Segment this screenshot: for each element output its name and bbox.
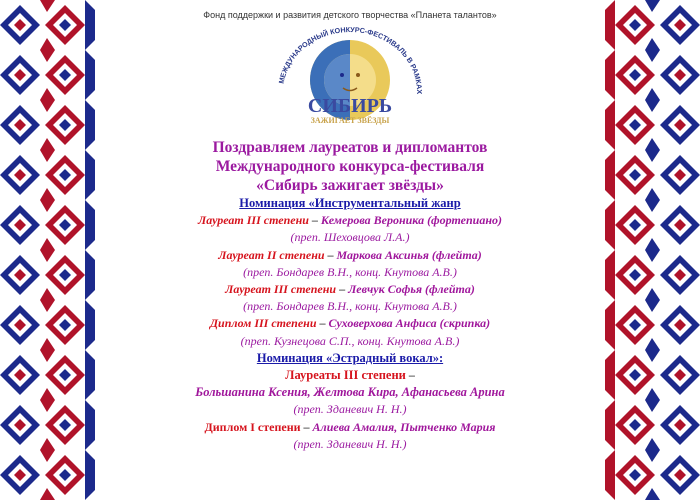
logo-arc-text: МЕЖДУНАРОДНЫЙ КОНКУРС-ФЕСТИВАЛЬ В РАМКАХ: [276, 24, 425, 95]
left-ornament-pattern: [0, 0, 95, 500]
entry-4-teacher: (преп. Кузнецова С.П., конц. Кнутова А.В.): [240, 333, 460, 348]
entry-2: Лауреат II степени – Маркова Аксинья (флейта): [218, 247, 482, 262]
right-ornament-border: [605, 0, 700, 500]
vocal-diploma-award: Диплом I степени: [204, 419, 301, 434]
nomination-instrumental-title: Номинация «Инструментальный жанр: [239, 196, 461, 210]
vocal-diploma-names: Алиева Амалия, Пытченко Мария: [312, 419, 496, 434]
announcement: [110, 138, 590, 453]
logo-subtitle: ЗАЖИГАЕТ ЗВЁЗДЫ: [310, 116, 390, 125]
entry-4: Диплом III степени – Суховерхова Анфиса (скрипка): [209, 316, 491, 331]
entry-3-teacher: (преп. Бондарев В.Н., конц. Кнутова А.В.): [243, 299, 457, 314]
entry-1-teacher: (преп. Шеховцова Л.А.): [290, 230, 410, 245]
logo-title: СИБИРЬ: [307, 95, 393, 117]
entry-1-award: Лауреат III степени: [198, 213, 309, 228]
entry-2-name: Маркова Аксинья (флейта): [336, 247, 482, 262]
heading-line-2: Международного конкурса-фестиваля: [215, 158, 485, 175]
entry-1-name: Кемерова Вероника (фортепиано): [320, 213, 502, 228]
right-ornament-pattern: [605, 0, 700, 500]
vocal-diploma: Диплом I степени – Алиева Амалия, Пытченко Мария: [204, 419, 496, 434]
vocal-laureates-names: Большанина Ксения, Желтова Кира, Афанасьева Арина: [195, 385, 505, 400]
left-ornament-border: [0, 0, 95, 500]
entry-4-name: Суховерхова Анфиса (скрипка): [328, 316, 491, 331]
nomination-vocal-title: Номинация «Эстрадный вокал»:: [256, 350, 444, 365]
entry-2-award: Лауреат II степени: [218, 247, 325, 262]
entry-3-name: Левчук Софья (флейта): [348, 282, 475, 297]
vocal-diploma-teacher: (преп. Зданевич Н. Н.): [293, 436, 407, 451]
festival-logo: [255, 22, 445, 132]
entry-3: Лауреат III степени – Левчук Софья (флейта): [225, 282, 475, 297]
vocal-laureates-award: Лауреаты III степени –: [285, 368, 415, 383]
vocal-laureates-teacher: (преп. Зданевич Н. Н.): [293, 402, 407, 417]
entry-3-award: Лауреат III степени: [225, 282, 337, 297]
entry-1: Лауреат III степени – Кемерова Вероника (фортепиано): [198, 213, 502, 228]
entry-2-teacher: (преп. Бондарев В.Н., конц. Кнутова А.В.): [243, 264, 457, 279]
foundation-header: Фонд поддержки и развития детского творчества «Планета талантов»: [203, 10, 497, 20]
entry-4-award: Диплом III степени: [209, 316, 317, 331]
heading-line-3: «Сибирь зажигает звёзды»: [256, 177, 444, 194]
heading-line-1: Поздравляем лауреатов и дипломантов: [212, 139, 488, 156]
